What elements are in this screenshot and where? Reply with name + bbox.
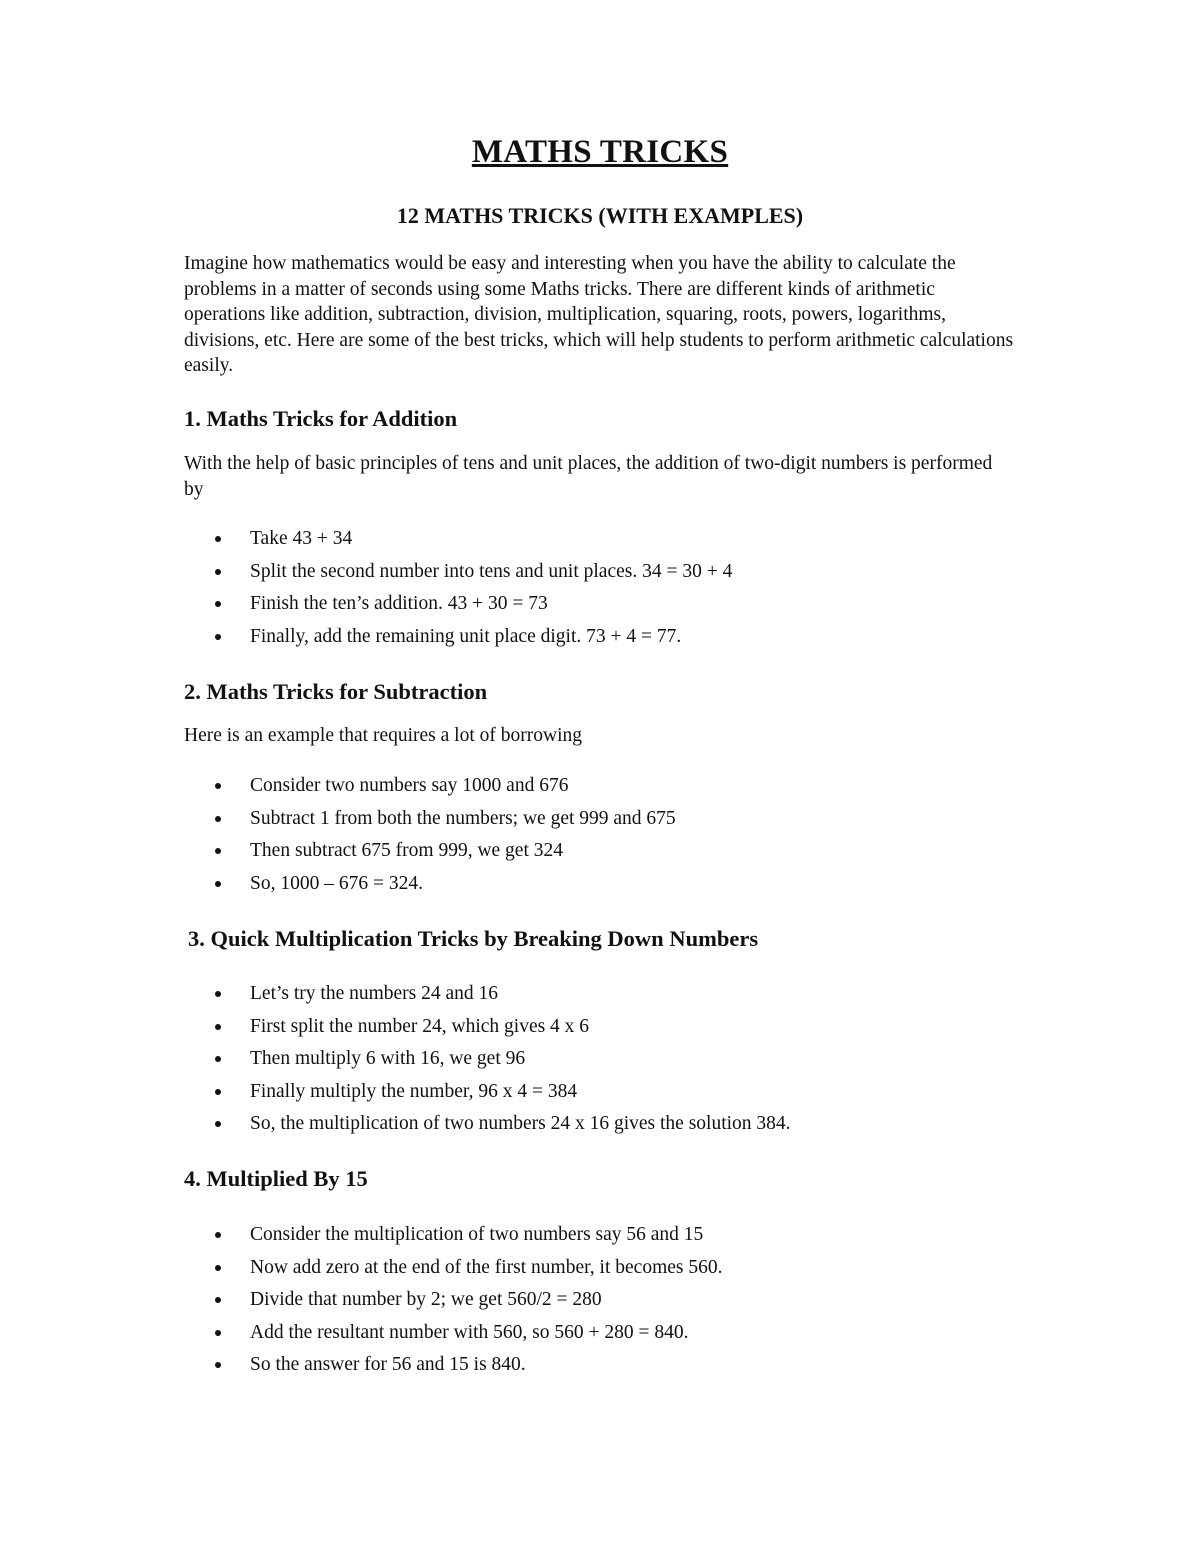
bullet-icon bbox=[215, 848, 221, 854]
bullet-icon bbox=[215, 634, 221, 640]
bullet-icon bbox=[215, 881, 221, 887]
list-item: Finally, add the remaining unit place digit. 73 + 4 = 77. bbox=[0, 624, 1100, 657]
list-item: Split the second number into tens and unit places. 34 = 30 + 4 bbox=[0, 559, 1100, 592]
section-4-heading: 4. Multiplied By 15 bbox=[184, 1166, 368, 1191]
list-item: Finish the ten’s addition. 43 + 30 = 73 bbox=[0, 591, 1100, 624]
intro-paragraph: Imagine how mathematics would be easy and interesting when you have the ability to calculate the problems in a matter of seconds using some Maths tricks. There are different kinds of arithmetic operations like addition, subtraction, division, multiplication, squaring, roots, powers, logarithms, divisions, etc. Here are some of the best tricks, which will help students to perform arithmetic calculations easily. bbox=[184, 253, 1014, 376]
bullet-icon bbox=[215, 1056, 221, 1062]
section-1-list bbox=[0, 526, 1100, 656]
bullet-icon bbox=[215, 1089, 221, 1095]
bullet-icon bbox=[215, 783, 221, 789]
list-item: Now add zero at the end of the first number, it becomes 560. bbox=[0, 1255, 1100, 1288]
section-2-text: Here is an example that requires a lot of borrowing bbox=[184, 725, 582, 746]
bullet-icon bbox=[215, 991, 221, 997]
section-2-list bbox=[0, 773, 1100, 903]
section-3-heading: 3. Quick Multiplication Tricks by Breaking Down Numbers bbox=[188, 926, 759, 951]
list-item: So the answer for 56 and 15 is 840. bbox=[0, 1352, 1100, 1385]
section-4-list bbox=[0, 1222, 1100, 1385]
list-item: Take 43 + 34 bbox=[0, 526, 1100, 559]
bullet-icon bbox=[215, 1362, 221, 1368]
list-item: Divide that number by 2; we get 560/2 = 280 bbox=[0, 1287, 1100, 1320]
section-2-heading: 2. Maths Tricks for Subtraction bbox=[184, 679, 488, 704]
list-item: So, 1000 – 676 = 324. bbox=[0, 871, 1100, 904]
bullet-icon bbox=[215, 601, 221, 607]
bullet-icon bbox=[215, 816, 221, 822]
list-item: Then multiply 6 with 16, we get 96 bbox=[0, 1046, 1100, 1079]
bullet-icon bbox=[215, 1330, 221, 1336]
bullet-icon bbox=[215, 536, 221, 542]
list-item: Subtract 1 from both the numbers; we get 999 and 675 bbox=[0, 806, 1100, 839]
bullet-icon bbox=[215, 1265, 221, 1271]
section-3-list bbox=[0, 981, 1100, 1144]
list-item: Then subtract 675 from 999, we get 324 bbox=[0, 838, 1100, 871]
bullet-icon bbox=[215, 1232, 221, 1238]
list-item: Add the resultant number with 560, so 560 + 280 = 840. bbox=[0, 1320, 1100, 1353]
list-item: Let’s try the numbers 24 and 16 bbox=[0, 981, 1100, 1014]
bullet-icon bbox=[215, 1297, 221, 1303]
bullet-icon bbox=[215, 569, 221, 575]
document-subtitle: 12 MATHS TRICKS (WITH EXAMPLES) bbox=[396, 203, 804, 228]
list-item: First split the number 24, which gives 4 x 6 bbox=[0, 1014, 1100, 1047]
list-item: So, the multiplication of two numbers 24 x 16 gives the solution 384. bbox=[0, 1111, 1100, 1144]
bullet-icon bbox=[215, 1121, 221, 1127]
bullet-icon bbox=[215, 1024, 221, 1030]
list-item: Finally multiply the number, 96 x 4 = 384 bbox=[0, 1079, 1100, 1112]
list-item: Consider the multiplication of two numbers say 56 and 15 bbox=[0, 1222, 1100, 1255]
section-1-heading: 1. Maths Tricks for Addition bbox=[184, 406, 458, 431]
list-item: Consider two numbers say 1000 and 676 bbox=[0, 773, 1100, 806]
section-1-text: With the help of basic principles of tens and unit places, the addition of two-digit numbers is performed by bbox=[184, 453, 993, 500]
document-title: MATHS TRICKS bbox=[471, 134, 729, 170]
